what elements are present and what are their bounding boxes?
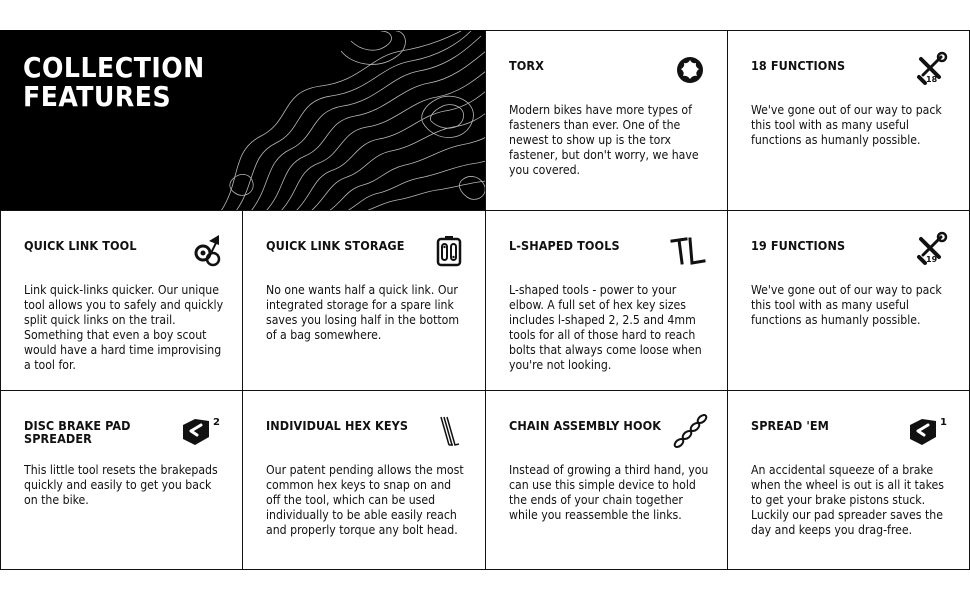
features-grid — [0, 30, 970, 570]
feature-title: CHAIN ASSEMBLY HOOK — [509, 418, 662, 433]
feature-text: Our patent pending allows the most common hex keys to snap on and off the tool, which can be used individually to be able easily reach and properly torque any bolt head. — [266, 463, 464, 537]
feature-card-chain-assembly-hook — [485, 390, 728, 570]
feature-text: We've gone out of our way to pack this tool with as many useful functions as humanly possible. — [751, 283, 942, 327]
feature-card-torx — [485, 30, 728, 211]
feature-card-disc-brake-pad-spreader — [0, 390, 243, 570]
hero-title: COLLECTION FEATURES — [23, 51, 205, 113]
feature-title: 18 FUNCTIONS — [751, 58, 846, 73]
torx-icon — [671, 51, 709, 89]
feature-title: 19 FUNCTIONS — [751, 238, 846, 253]
feature-text: L-shaped tools - power to your elbow. A full set of hex key sizes includes l-shaped 2, 2.5 and 4mm tools for all of those hard to reach bolts that always come loose when you're not looking. — [509, 283, 702, 372]
feature-title: TORX — [509, 58, 544, 73]
function-count-badge: 18 — [926, 75, 938, 84]
feature-card-quick-link-storage — [242, 210, 486, 391]
quick-link-icon — [189, 231, 227, 269]
pad-spreader-icon — [179, 411, 217, 449]
feature-title: QUICK LINK TOOL — [24, 238, 137, 253]
feature-card-18-functions — [727, 30, 970, 211]
feature-text: This little tool resets the brakepads quickly and easily to get you back on the bike. — [24, 463, 218, 507]
feature-card-spread-em — [727, 390, 970, 570]
feature-card-individual-hex-keys — [242, 390, 486, 570]
feature-text: Instead of growing a third hand, you can use this simple device to hold the ends of your chain together while you reassemble the links. — [509, 463, 709, 522]
hex-keys-icon — [435, 411, 473, 449]
l-tools-icon — [668, 231, 706, 269]
feature-text: Modern bikes have more types of fasteners than ever. One of the newest to show up is the torx fastener, but don't worry, we have you covered. — [509, 103, 699, 177]
topographic-pattern — [201, 31, 486, 211]
feature-text: Link quick-links quicker. Our unique tool allows you to safely and quickly split quick links on the trail. Something that even a boy scout would have a hard time improvising a tool for. — [24, 283, 224, 372]
feature-card-quick-link-tool — [0, 210, 243, 391]
feature-title: SPREAD 'EM — [751, 418, 829, 433]
function-count-badge: 19 — [926, 255, 938, 264]
pad-spreader-icon — [906, 411, 944, 449]
feature-text: We've gone out of our way to pack this tool with as many useful functions as humanly possible. — [751, 103, 942, 147]
feature-title: L-SHAPED TOOLS — [509, 238, 620, 253]
link-storage-icon — [431, 231, 469, 269]
feature-text: No one wants half a quick link. Our integrated storage for a spare link saves you losing half in the bottom of a bag somewhere. — [266, 283, 460, 342]
chain-hook-icon — [671, 411, 709, 449]
feature-title: QUICK LINK STORAGE — [266, 238, 405, 253]
feature-title: DISC BRAKE PAD SPREADER — [24, 418, 131, 446]
feature-card-19-functions — [727, 210, 970, 391]
spreader-count-badge: 1 — [940, 417, 947, 428]
feature-text: An accidental squeeze of a brake when the wheel is out is all it takes to get your brake pistons stuck. Luckily our pad spreader saves the day and keeps you drag-free. — [751, 463, 944, 537]
feature-title: INDIVIDUAL HEX KEYS — [266, 418, 409, 433]
feature-card-l-shaped-tools — [485, 210, 728, 391]
hero-panel — [0, 30, 486, 211]
spreader-count-badge: 2 — [213, 417, 220, 428]
